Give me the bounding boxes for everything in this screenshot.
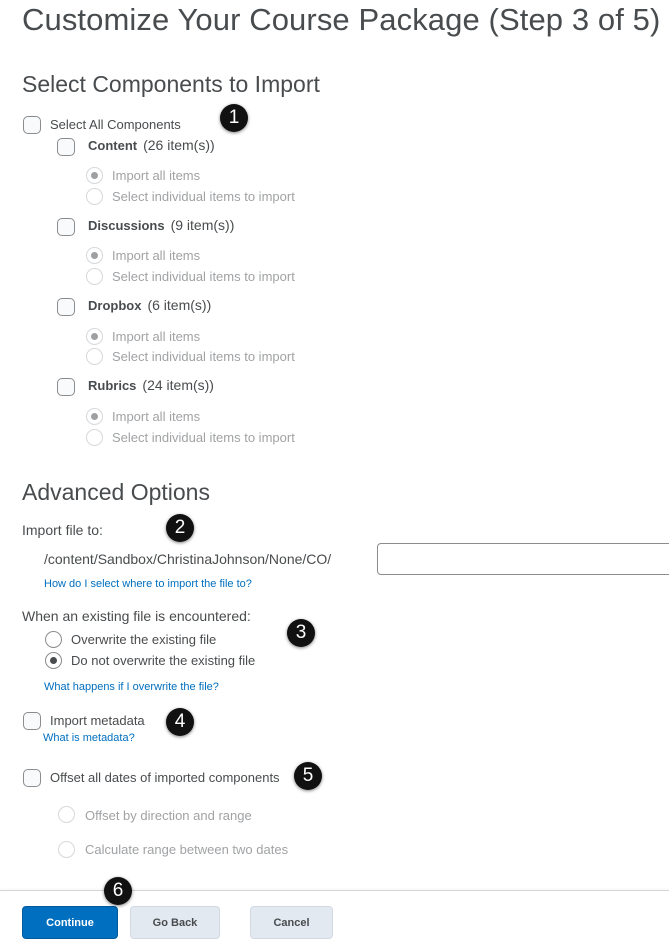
dropbox-select-individual-label: Select individual items to import	[112, 349, 295, 364]
rubrics-import-all-label: Import all items	[112, 409, 201, 424]
content-import-all-radio[interactable]	[86, 167, 103, 184]
component-count: (6 item(s))	[147, 297, 212, 313]
callout-badge-5: 5	[294, 762, 322, 790]
dropbox-select-individual-radio[interactable]	[86, 348, 103, 365]
go-back-button[interactable]: Go Back	[130, 906, 220, 939]
component-name: Content	[88, 138, 138, 153]
import-path-input[interactable]	[377, 543, 669, 575]
import-path-text: /content/Sandbox/ChristinaJohnson/None/CO/	[44, 551, 332, 567]
content-component	[88, 137, 215, 155]
import-metadata-checkbox[interactable]	[23, 712, 41, 730]
component-name: Rubrics	[88, 378, 137, 393]
content-import-all-label: Import all items	[112, 168, 201, 183]
dropbox-component	[88, 297, 211, 315]
dropbox-import-all-label: Import all items	[112, 329, 201, 344]
component-count: (24 item(s))	[142, 377, 214, 393]
offset-direction-radio[interactable]	[58, 806, 75, 823]
offset-direction-label: Offset by direction and range	[85, 808, 252, 823]
overwrite-help-link[interactable]: What happens if I overwrite the file?	[44, 681, 219, 693]
component-name: Discussions	[88, 218, 165, 233]
content-checkbox[interactable]	[57, 138, 75, 156]
offset-calculate-radio[interactable]	[58, 841, 75, 858]
discussions-select-individual-radio[interactable]	[86, 268, 103, 285]
page-title: Customize Your Course Package (Step 3 of 5)	[22, 2, 661, 37]
discussions-select-individual-label: Select individual items to import	[112, 269, 295, 284]
select-all-label: Select All Components	[50, 117, 181, 132]
no-overwrite-label: Do not overwrite the existing file	[71, 653, 256, 668]
continue-button[interactable]: Continue	[22, 906, 118, 939]
rubrics-component	[88, 377, 214, 395]
offset-dates-label: Offset all dates of imported components	[50, 770, 280, 785]
import-metadata-label: Import metadata	[50, 713, 145, 728]
footer-divider	[0, 890, 669, 891]
component-count: (26 item(s))	[143, 137, 215, 153]
overwrite-label: Overwrite the existing file	[71, 632, 217, 647]
component-name: Dropbox	[88, 298, 142, 313]
callout-badge-6: 6	[104, 877, 132, 905]
callout-badge-3: 3	[287, 619, 315, 647]
content-select-individual-radio[interactable]	[86, 188, 103, 205]
callout-badge-2: 2	[166, 514, 194, 542]
overwrite-radio[interactable]	[45, 631, 62, 648]
rubrics-checkbox[interactable]	[57, 378, 75, 396]
discussions-import-all-radio[interactable]	[86, 247, 103, 264]
import-file-label: Import file to:	[22, 522, 103, 538]
no-overwrite-radio[interactable]	[45, 652, 62, 669]
callout-badge-4: 4	[166, 708, 194, 736]
rubrics-select-individual-radio[interactable]	[86, 429, 103, 446]
dropbox-import-all-radio[interactable]	[86, 328, 103, 345]
discussions-component	[88, 217, 234, 235]
offset-calculate-label: Calculate range between two dates	[85, 842, 289, 857]
cancel-button[interactable]: Cancel	[250, 906, 333, 939]
import-location-help-link[interactable]: How do I select where to import the file to?	[44, 578, 252, 590]
content-select-individual-label: Select individual items to import	[112, 189, 295, 204]
select-all-checkbox[interactable]	[23, 116, 41, 134]
dropbox-checkbox[interactable]	[57, 298, 75, 316]
metadata-help-link[interactable]: What is metadata?	[43, 732, 135, 744]
components-heading: Select Components to Import	[22, 71, 320, 97]
rubrics-import-all-radio[interactable]	[86, 408, 103, 425]
existing-file-label: When an existing file is encountered:	[22, 608, 251, 624]
discussions-checkbox[interactable]	[57, 218, 75, 236]
discussions-import-all-label: Import all items	[112, 248, 201, 263]
callout-badge-1: 1	[220, 104, 248, 132]
advanced-options-heading: Advanced Options	[22, 479, 210, 505]
rubrics-select-individual-label: Select individual items to import	[112, 430, 295, 445]
offset-dates-checkbox[interactable]	[23, 769, 41, 787]
component-count: (9 item(s))	[170, 217, 235, 233]
